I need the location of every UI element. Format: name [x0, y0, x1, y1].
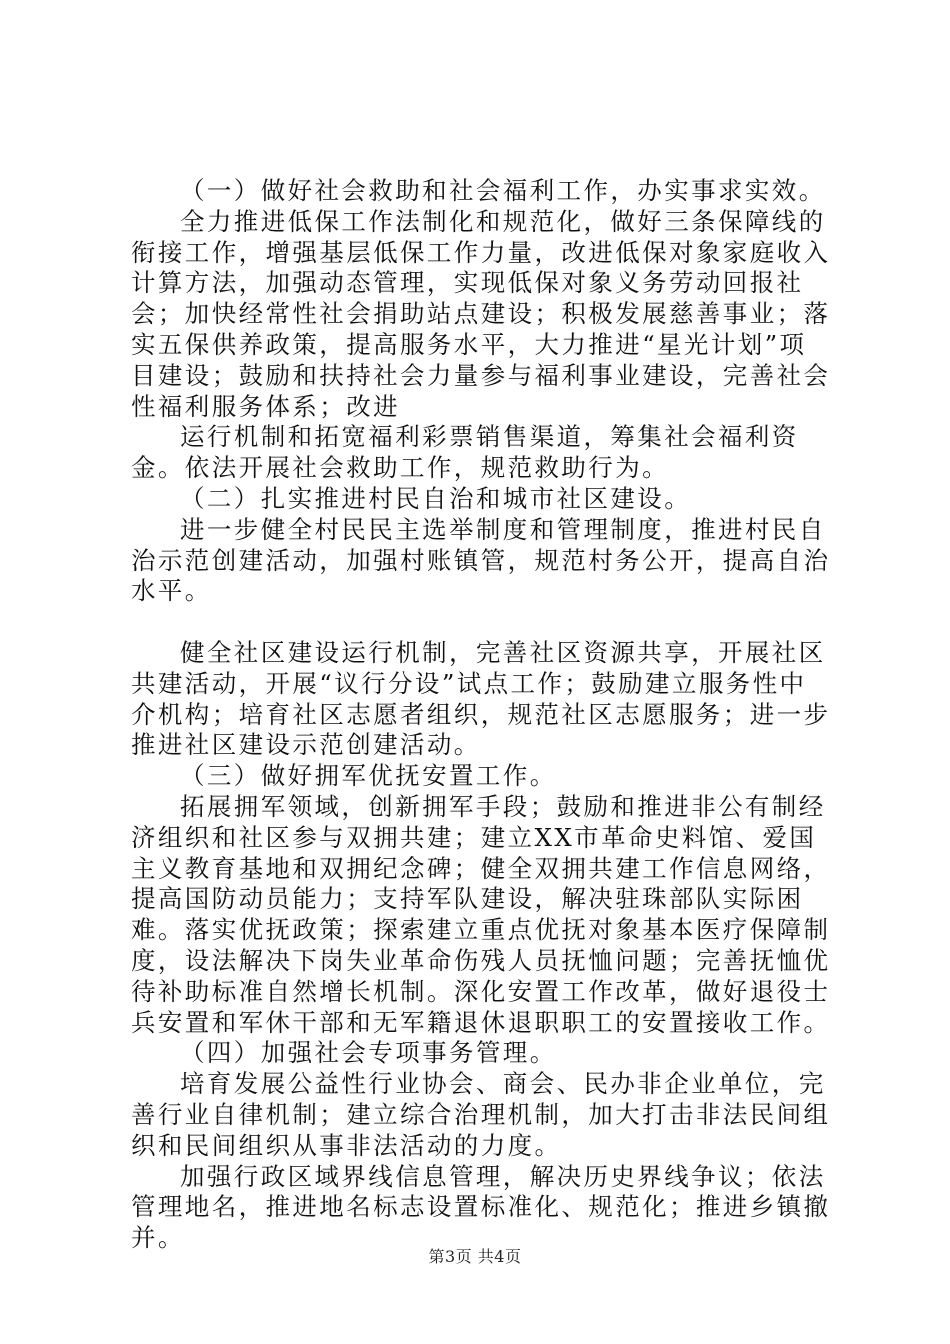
- paragraph: 培育发展公益性行业协会、商会、民办非企业单位，完善行业自律机制；建立综合治理机制，加大打击非法民间组织和民间组织从事非法活动的力度。: [131, 1069, 831, 1160]
- paragraph: 加强行政区域界线信息管理，解决历史界线争议；依法管理地名，推进地名标志设置标准化、规范化；推进乡镇撤并。: [131, 1161, 831, 1253]
- document-body: [131, 176, 831, 1254]
- section-heading-3: （三）做好拥军优抚安置工作。: [180, 761, 557, 791]
- section-heading-4: （四）加强社会专项事务管理。: [180, 1038, 557, 1068]
- paragraph: 进一步健全村民民主选举制度和管理制度，推进村民自治示范创建活动，加强村账镇管，规范村务公开，提高自治水平。: [131, 514, 831, 606]
- paragraph: 运行机制和拓宽福利彩票销售渠道，筹集社会福利资金。依法开展社会救助工作，规范救助行为。: [131, 422, 799, 483]
- paragraph: 健全社区建设运行机制，完善社区资源共享，开展社区共建活动，开展“议行分设”试点工作；鼓励建立服务性中介机构；培育社区志愿者组织，规范社区志愿服务；进一步推进社区建设示范创建活动。: [131, 637, 831, 760]
- paragraph: 拓展拥军领域，创新拥军手段；鼓励和推进非公有制经济组织和社区参与双拥共建；建立XX市革命史料馆、爱国主义教育基地和双拥纪念碑；健全双拥共建工作信息网络，提高国防动员能力；支持军队建设，解决驻珠部队实际困难。落实优抚政策；探索建立重点优抚对象基本医疗保障制度，设法解决下岗失业革命伤残人员抚恤问题；完善抚恤优待补助标准自然增长机制。深化安置工作改革，做好退役士兵安置和军休干部和无军籍退休退职职工的安置接收工作。: [131, 791, 831, 1037]
- paragraph: 全力推进低保工作法制化和规范化，做好三条保障线的衔接工作，增强基层低保工作力量，改进低保对象家庭收入计算方法，加强动态管理，实现低保对象义务劳动回报社会；加快经常性社会捐助站点建设；积极发展慈善事业；落实五保供养政策，提高服务水平，大力推进“星光计划”项目建设；鼓励和扶持社会力量参与福利事业建设，完善社会性福利服务体系；改进: [131, 206, 831, 421]
- section-heading-1: （一）做好社会救助和社会福利工作，办实事求实效。: [180, 176, 826, 205]
- section-heading-2: （二）扎实推进村民自治和城市社区建设。: [180, 483, 692, 513]
- page-number-footer: 第3页 共4页: [428, 1247, 522, 1266]
